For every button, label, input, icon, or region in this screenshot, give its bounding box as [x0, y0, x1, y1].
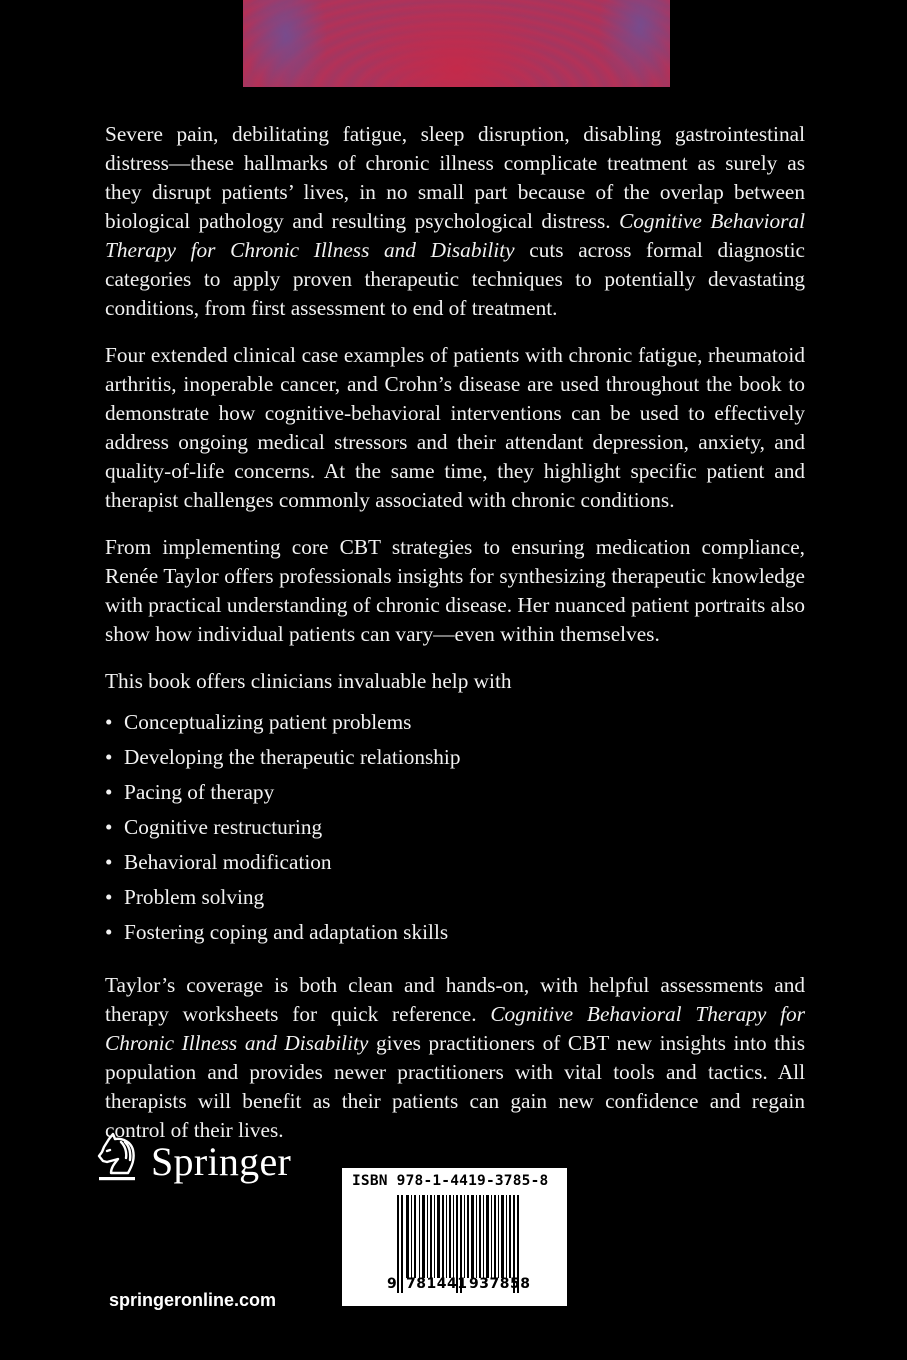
- publisher-logo: [95, 1132, 291, 1190]
- isbn-label: ISBN 978-1-4419-3785-8: [352, 1173, 549, 1189]
- list-item-label: Cognitive restructuring: [124, 815, 323, 839]
- help-list: [105, 708, 805, 953]
- publisher-website: springeronline.com: [109, 1290, 277, 1310]
- list-item: [105, 813, 805, 848]
- list-item: [105, 848, 805, 883]
- paragraph-author: From implementing core CBT strategies to ensuring medication compliance, Renée Taylor offers professionals insights for synthesizing therapeutic knowledge with practical understanding of chronic disease. Her nuanced patient portraits also show how individual patients can vary—even within themselves.: [105, 535, 805, 646]
- ean-left-digits: 781441: [406, 1276, 468, 1292]
- paragraph-case-examples: Four extended clinical case examples of patients with chronic fatigue, rheumatoid arthritis, inoperable cancer, and Crohn’s disease are used throughout the book to demonstrate how cognitive-behavioral interventions can be used to effectively address ongoing medical stressors and their attendant depression, anxiety, and quality-of-life concerns. At the same time, they highlight specific patient and therapist challenges commonly associated with chronic conditions.: [105, 343, 805, 512]
- publisher-name: Springer: [151, 1138, 292, 1184]
- bullet-icon: •: [105, 850, 113, 874]
- paragraph-intro: [105, 120, 805, 323]
- list-item: [105, 778, 805, 813]
- knight-chess-piece-icon: [95, 1132, 145, 1190]
- summary-text: Taylor’s coverage is both clean and hands-on, with helpful assessments and therapy worksheets for quick reference.: [105, 973, 805, 1026]
- list-item: [105, 883, 805, 918]
- list-item: [105, 918, 805, 953]
- list-item: [105, 743, 805, 778]
- book-title-italic: Cognitive Behavioral Therapy for Chronic Illness and Disability: [105, 1002, 805, 1055]
- ean-right-digits: 937858: [469, 1276, 531, 1292]
- bullet-icon: •: [105, 745, 113, 769]
- list-item-label: Pacing of therapy: [124, 780, 275, 804]
- list-item-label: Conceptualizing patient problems: [124, 710, 412, 734]
- bullet-icon: •: [105, 780, 113, 804]
- bullet-icon: •: [105, 885, 113, 909]
- list-item-label: Fostering coping and adaptation skills: [124, 920, 449, 944]
- list-item-label: Developing the therapeutic relationship: [124, 745, 461, 769]
- list-item-label: Behavioral modification: [124, 850, 332, 874]
- book-title-italic: Cognitive Behavioral Therapy for Chronic Illness and Disability: [105, 209, 805, 262]
- intro-text: Severe pain, debilitating fatigue, sleep disruption, disabling gastrointestinal distress—these hallmarks of chronic illness complicate treatment as surely as they disrupt patients’ lives, in no small part because of the overlap between biological pathology and resulting psychological distress.: [105, 122, 805, 233]
- bullet-icon: •: [105, 920, 113, 944]
- summary-text-cont: gives practitioners of CBT new insights into this population and provides newer practitioners with vital tools and tactics. All therapists will benefit as their patients can gain new confidence and regain control of their lives.: [105, 1031, 805, 1142]
- back-cover-blurb: [105, 120, 805, 1163]
- bullet-icon: •: [105, 815, 113, 839]
- paragraph-help-intro: This book offers clinicians invaluable help with: [105, 669, 512, 693]
- paragraph-summary: [105, 971, 805, 1145]
- intro-text-cont: cuts across formal diagnostic categories to apply proven therapeutic techniques to potentially devastating conditions, from first assessment to end of treatment.: [105, 238, 805, 320]
- cover-art-band: [243, 0, 670, 87]
- ean-first-digit: 9: [387, 1276, 397, 1292]
- list-item: [105, 708, 805, 743]
- isbn-barcode: [342, 1168, 567, 1306]
- bullet-icon: •: [105, 710, 113, 734]
- list-item-label: Problem solving: [124, 885, 265, 909]
